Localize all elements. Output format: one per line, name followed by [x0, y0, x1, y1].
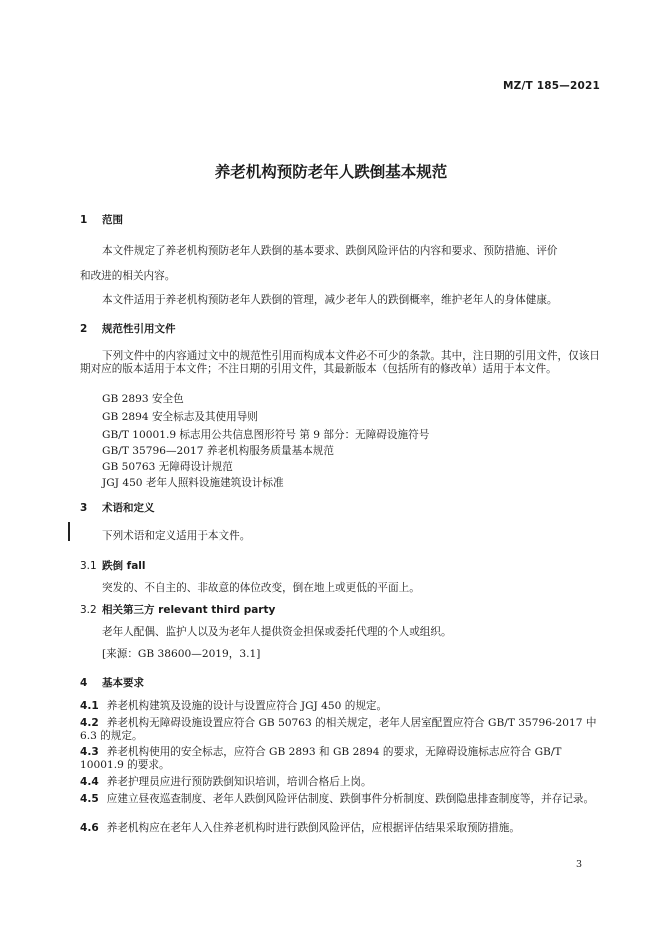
requirement-text: 养老机构使用的安全标志，应符合 GB 2893 和 GB 2894 的要求，无障碍设施标志应符合 GB/T 10001.9 的要求。 — [80, 746, 562, 771]
requirement-item — [80, 717, 602, 742]
change-marker-bar — [68, 522, 70, 541]
section-number: 1 — [80, 214, 88, 226]
requirement-text: 养老护理员应进行预防跌倒知识培训，培训合格后上岗。 — [106, 776, 372, 788]
section-title: 术语和定义 — [102, 502, 155, 514]
section-title: 范围 — [102, 214, 123, 226]
page-number: 3 — [575, 859, 582, 870]
section-2-heading — [80, 321, 176, 336]
section-title: 规范性引用文件 — [102, 323, 176, 335]
section-1-heading — [80, 212, 123, 227]
reference-item: JGJ 450 老年人照料设施建筑设计标准 — [102, 477, 284, 489]
scope-paragraph-2: 本文件适用于养老机构预防老年人跌倒的管理，减少老年人的跌倒概率，维护老年人的身体健康。 — [102, 294, 558, 306]
requirement-number: 4.5 — [80, 793, 99, 805]
term-3-1-heading — [80, 558, 146, 573]
term-number: 3.1 — [80, 560, 97, 572]
reference-item: GB/T 35796—2017 养老机构服务质量基本规范 — [102, 445, 334, 457]
page-title: 养老机构预防老年人跌倒基本规范 — [214, 163, 448, 181]
section-4-heading — [80, 675, 144, 690]
reference-item: GB 2894 安全标志及其使用导则 — [102, 411, 258, 423]
requirement-text: 养老机构建筑及设施的设计与设置应符合 JGJ 450 的规定。 — [106, 700, 388, 712]
terms-intro: 下列术语和定义适用于本文件。 — [102, 530, 251, 542]
section-number: 3 — [80, 502, 88, 514]
reference-item: GB 2893 安全色 — [102, 393, 184, 405]
term-title: 相关第三方 relevant third party — [102, 604, 276, 616]
requirement-item — [80, 776, 602, 789]
standard-code: MZ/T 185—2021 — [503, 80, 600, 92]
term-title: 跌倒 fall — [102, 560, 146, 572]
term-number: 3.2 — [80, 604, 97, 616]
requirement-item — [80, 746, 602, 771]
requirement-number: 4.6 — [80, 822, 99, 834]
scope-paragraph-1-line-1: 本文件规定了养老机构预防老年人跌倒的基本要求、跌倒风险评估的内容和要求、预防措施、评价 — [102, 245, 558, 257]
section-number: 4 — [80, 677, 88, 689]
term-3-2-heading — [80, 602, 275, 617]
requirement-number: 4.1 — [80, 700, 99, 712]
requirement-text: 应建立昼夜巡查制度、老年人跌倒风险评估制度、跌倒事件分析制度、跌倒隐患排查制度等，并存记录。 — [106, 793, 595, 805]
requirement-number: 4.2 — [80, 717, 99, 729]
section-number: 2 — [80, 323, 88, 335]
requirement-number: 4.4 — [80, 776, 99, 788]
requirement-text: 养老机构应在老年人入住养老机构时进行跌倒风险评估，应根据评估结果采取预防措施。 — [106, 822, 520, 834]
scope-paragraph-1-line-2: 和改进的相关内容。 — [80, 270, 176, 282]
term-3-2-source: [来源：GB 38600—2019，3.1] — [102, 648, 261, 660]
section-3-heading — [80, 500, 155, 515]
requirement-item — [80, 793, 602, 806]
term-3-2-definition: 老年人配偶、监护人以及为老年人提供资金担保或委托代理的个人或组织。 — [102, 626, 452, 638]
term-3-1-definition: 突发的、不自主的、非故意的体位改变，倒在地上或更低的平面上。 — [102, 582, 420, 594]
requirement-item — [80, 700, 602, 713]
references-intro: 下列文件中的内容通过文中的规范性引用而构成本文件必不可少的条款。其中，注日期的引用文件，仅该日期对应的版本适用于本文件；不注日期的引用文件，其最新版本（包括所有的修改单）适用于本文件。 — [80, 350, 600, 375]
requirement-text: 养老机构无障碍设施设置应符合 GB 50763 的相关规定，老年人居室配置应符合 GB/T 35796-2017 中 6.3 的规定。 — [80, 717, 597, 742]
section-title: 基本要求 — [102, 677, 144, 689]
requirement-number: 4.3 — [80, 746, 99, 758]
reference-item: GB 50763 无障碍设计规范 — [102, 461, 233, 473]
requirement-item — [80, 822, 602, 835]
reference-item: GB/T 10001.9 标志用公共信息图形符号 第 9 部分：无障碍设施符号 — [102, 429, 430, 441]
